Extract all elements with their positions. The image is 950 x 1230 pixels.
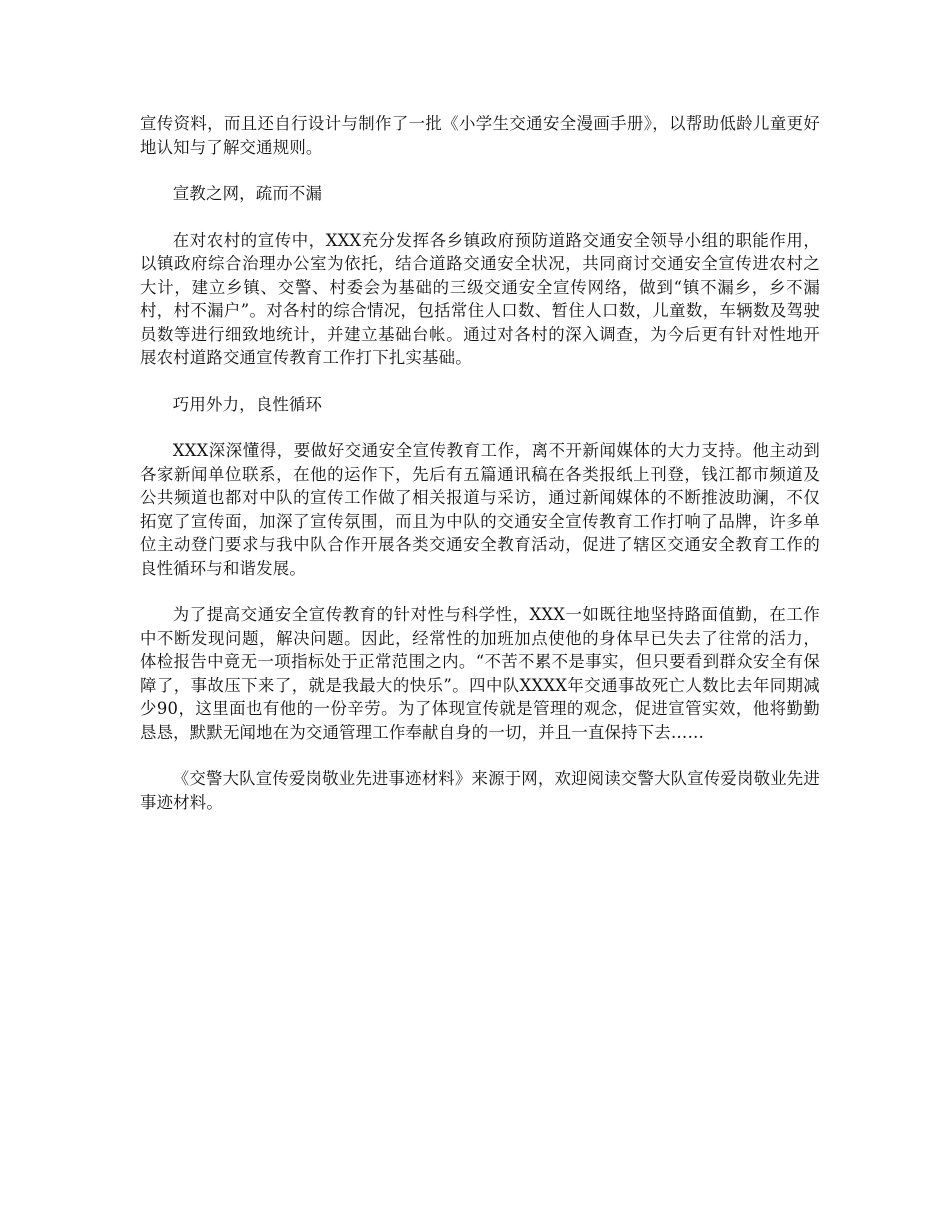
paragraph-source-note: 《交警大队宣传爱岗敬业先进事迹材料》来源于网，欢迎阅读交警大队宣传爱岗敬业先进事迹材料。: [140, 769, 820, 812]
paragraph-dedication: 为了提高交通安全宣传教育的针对性与科学性，XXX一如既往地坚持路面值勤，在工作中不断发现问题，解决问题。因此，经常性的加班加点使他的身体早已失去了往常的活力，体检报告中竟无一项指标处于正常范围之内。“不苦不累不是事实，但只要看到群众安全有保障了，事故压下来了，就是我最大的快乐”。四中队XXXX年交通事故死亡人数比去年同期减少90，这里面也有他的一份辛劳。为了体现宣传就是管理的观念，促进宣管实效，他将勤勤恳恳，默默无闻地在为交通管理工作奉献自身的一切，并且一直保持下去……: [140, 605, 820, 742]
paragraph-news-media: XXX深深懂得，要做好交通安全宣传教育工作，离不开新闻媒体的大力支持。他主动到各家新闻单位联系，在他的运作下，先后有五篇通讯稿在各类报纸上刊登，钱江都市频道及公共频道也都对中队的宣传工作做了相关报道与采访，通过新闻媒体的不断推波助澜，不仅拓宽了宣传面，加深了宣传氛围，而且为中队的交通安全宣传教育工作打响了品牌，许多单位主动登门要求与我中队合作开展各类交通安全教育活动，促进了辖区交通安全教育工作的良性循环与和谐发展。: [140, 441, 820, 578]
paragraph-continuation: 宣传资料，而且还自行设计与制作了一批《小学生交通安全漫画手册》，以帮助低龄儿童更好地认知与了解交通规则。: [140, 114, 820, 157]
paragraph-rural-propaganda: 在对农村的宣传中，XXX充分发挥各乡镇政府预防道路交通安全领导小组的职能作用，以镇政府综合治理办公室为依托，结合道路交通安全状况，共同商讨交通安全宣传进农村之大计，建立乡镇、交警、村委会为基础的三级交通安全宣传网络，做到“镇不漏乡，乡不漏村，村不漏户”。对各村的综合情况，包括常住人口数、暂住人口数，儿童数，车辆数及驾驶员数等进行细致地统计，并建立基础台帐。通过对各村的深入调查，为今后更有针对性地开展农村道路交通宣传教育工作打下扎实基础。: [140, 230, 820, 367]
document-page: [140, 112, 820, 837]
section-heading-education-network: 宣教之网，疏而不漏: [172, 184, 323, 203]
section-heading-external-force: 巧用外力，良性循环: [172, 394, 323, 414]
